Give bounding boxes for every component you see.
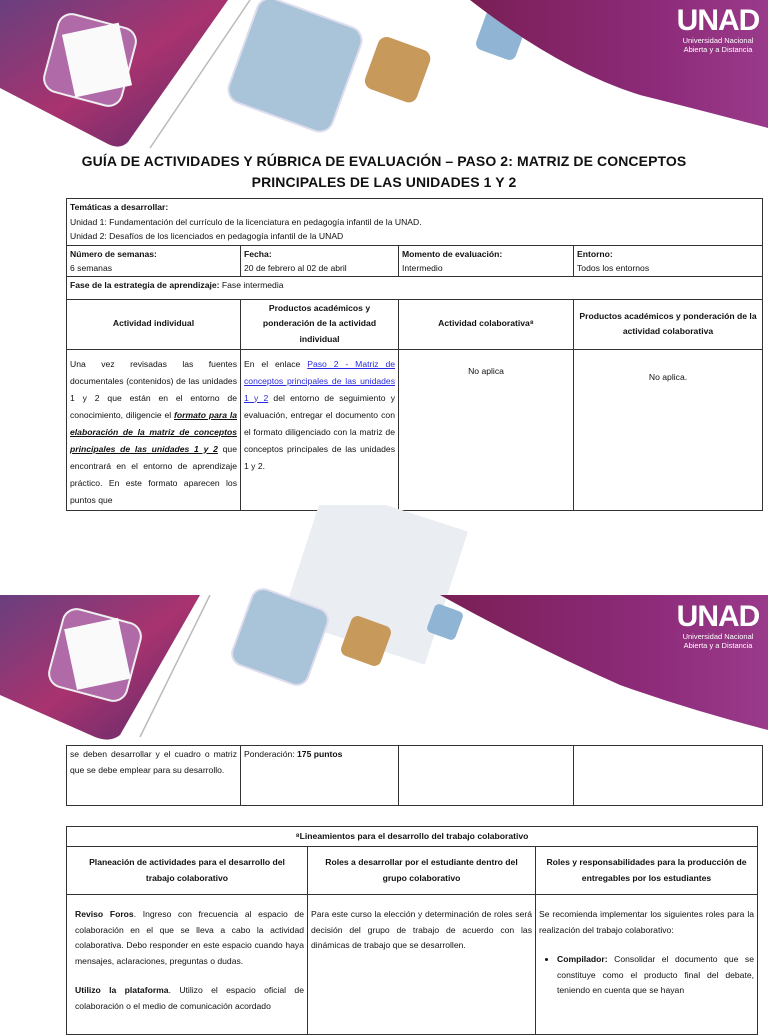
activities-table-continued [66,745,763,806]
momento-label: Momento de evaluación: [402,248,503,259]
header-responsabilidades: Roles y responsabilidades para la producción de entregables por los estudiantes [536,847,758,895]
reviso-foros [75,907,304,969]
header-actividad-individual: Actividad individual [67,299,241,349]
actividad-colaborativa-text: No aplica [399,349,574,510]
utilizo-plataforma [75,983,304,1014]
header-roles: Roles a desarrollar por el estudiante dentro del grupo colaborativo [308,847,536,895]
semanas-value: 6 semanas [70,262,113,273]
paso2-link[interactable]: Paso 2 - Matriz de conceptos principales de las unidades 1 y 2 [244,358,396,403]
logo-line2: Abierta y a Distancia [683,45,753,54]
text-part: Consolidar el documento que se constituye como el producto final del debate, teniendo en cuenta que se hayan [557,954,755,995]
fase-label: Fase de la estrategia de aprendizaje: [70,279,220,290]
planeacion-text [67,895,308,1035]
text-part: que encontrará en el entorno de aprendizaje práctico. En este formato aparecen los puntos que [70,443,237,505]
guidelines-title: ⁸Lineamientos para el desarrollo del trabajo colaborativo [67,827,758,847]
actividad-individual-text [67,349,241,510]
tematicas-label: Temáticas a desarrollar: [70,202,169,212]
actividad-individual-cont: se deben desarrollar y el cuadro o matriz que se debe emplear para su desarrollo. [67,746,241,806]
unidad-2: Unidad 2: Desafíos de los licenciados en pedagogía infantil de la UNAD [70,231,344,241]
formato-link[interactable]: formato para la elaboración de la matriz de conceptos principales de las unidades 1 y 2 [70,409,237,454]
header-planeacion: Planeación de actividades para el desarrollo del trabajo colaborativo [67,847,308,895]
fecha-label: Fecha: [244,248,272,259]
empty-cell [574,746,763,806]
productos-colaborativa-text: No aplica. [574,349,763,510]
entorno-label: Entorno: [577,248,613,259]
guidelines-table [66,826,758,1035]
header-actividad-colaborativa: Actividad colaborativa⁸ [399,299,574,349]
header-banner-page2 [0,505,768,740]
unad-logo-page2 [668,602,768,650]
productos-individual-text [241,349,399,510]
entorno-value: Todos los entornos [577,262,650,273]
fase-value: Fase intermedia [219,279,284,290]
header-banner [0,0,768,150]
clipboard-tile-icon [225,0,366,135]
ponderacion-value: 175 puntos [297,749,343,759]
bold-label: Compilador: [557,954,608,964]
semanas-label: Número de semanas: [70,248,157,259]
header-productos-colaborativa: Productos académicos y ponderación de la actividad colaborativa [574,299,763,349]
text-part: . Ingreso con frecuencia al espacio de colaboración en el que se lleva a cabo la actividad colaborativa. Debo responder en este espacio cuando haya mensajes, aclaraciones, preguntas o dudas. [75,909,304,966]
logo-line2: Abierta y a Distancia [683,641,753,650]
unidad-1: Unidad 1: Fundamentación del currículo de la licenciatura en pedagogía infantil de la UNAD. [70,216,422,227]
header-productos-individual: Productos académicos y ponderación de la actividad individual [241,299,399,349]
role-compilador [557,952,754,999]
roles-text: Para este curso la elección y determinación de roles será decisión del grupo de trabajo de acuerdo con las dinámicas de trabajo que se desarrollen. [308,895,536,1035]
logo-line1: Universidad Nacional [682,632,754,641]
text-part: Una vez revisadas las fuentes documentales (contenidos) de las unidades 1 y 2 que están en el entorno de conocimiento, diligencie el [70,358,237,420]
bold-label: Reviso Foros [75,909,134,919]
page-title-line2: PRINCIPALES DE LAS UNIDADES 1 Y 2 [251,174,517,190]
resp-intro: Se recomienda implementar los siguientes roles para la realización del trabajo colaborativo: [539,909,755,935]
text-part: En el enlace [244,358,308,369]
box-tile-icon [362,34,432,104]
ponderacion [241,746,399,806]
empty-cell [399,746,574,806]
logo-text: UNAD [676,4,760,37]
bold-label: Utilizo la plataforma [75,985,169,995]
logo-text: UNAD [676,600,760,633]
page-title-line1: GUÍA DE ACTIVIDADES Y RÚBRICA DE EVALUACIÓN – PASO 2: MATRIZ DE CONCEPTOS [81,153,687,169]
logo-line1: Universidad Nacional [682,36,754,45]
unad-logo [668,6,768,54]
momento-value: Intermedio [402,262,443,273]
responsabilidades-text [536,895,758,1035]
fecha-value: 20 de febrero al 02 de abril [244,262,347,273]
ponderacion-label: Ponderación: [244,749,298,759]
text-part: . Utilizo el espacio oficial de colaboración o el medio de comunicación acordado [75,985,304,1011]
text-part: del entorno de seguimiento y evaluación, entregar el documento con el formato diligenciado con la matriz de conceptos principales de las unidades 1 y 2. [244,392,395,471]
info-table [66,198,763,511]
